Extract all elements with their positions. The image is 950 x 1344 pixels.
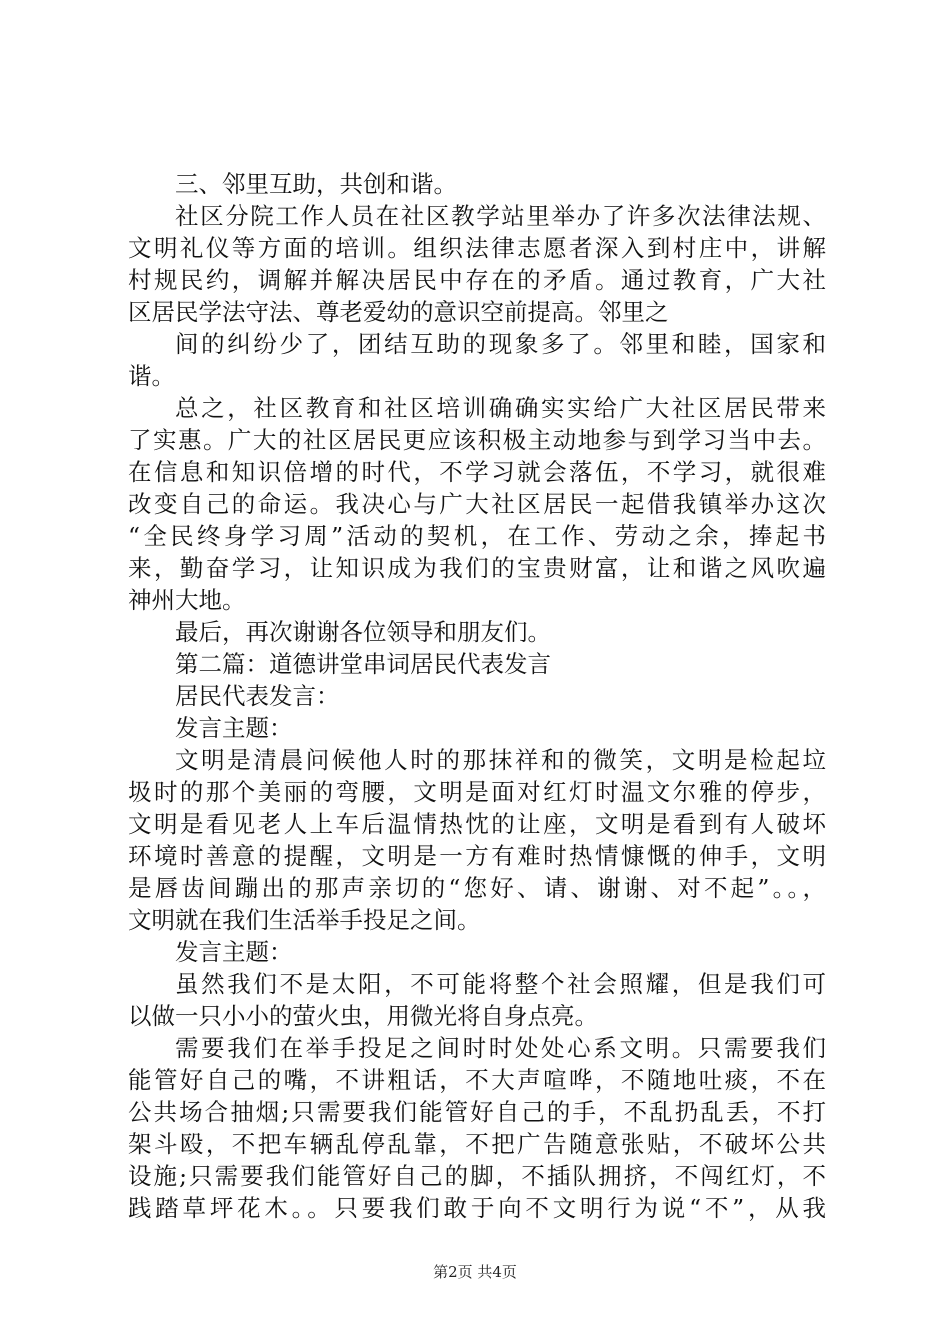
text-line: 改变自己的命运。我决心与广大社区居民一起借我镇举办这次 xyxy=(128,490,826,518)
text-line: 是唇齿间蹦出的那声亲切的“您好、请、谢谢、对不起”。。， xyxy=(128,874,826,902)
text-line: 最后，再次谢谢各位领导和朋友们。 xyxy=(175,618,551,646)
chapter-heading: 第二篇：道德讲堂串词居民代表发言 xyxy=(175,650,551,678)
text-line: 设施;只需要我们能管好自己的脚，不插队拥挤，不闯红灯，不 xyxy=(128,1162,826,1190)
text-line: 区居民学法守法、尊老爱幼的意识空前提高。邻里之 xyxy=(128,298,669,326)
text-line: 村规民约，调解并解决居民中存在的矛盾。通过教育，广大社 xyxy=(128,266,826,294)
text-line: 公共场合抽烟;只需要我们能管好自己的手，不乱扔乱丢，不打 xyxy=(128,1098,826,1126)
text-line: 以做一只小小的萤火虫，用微光将自身点亮。 xyxy=(128,1002,598,1030)
text-line: 文明就在我们生活举手投足之间。 xyxy=(128,906,481,934)
text-line: 发言主题： xyxy=(175,714,293,742)
text-line: “全民终身学习周”活动的契机，在工作、劳动之余，捧起书 xyxy=(128,522,826,550)
text-line: 虽然我们不是太阳，不可能将整个社会照耀，但是我们可 xyxy=(175,970,826,998)
text-line: 需要我们在举手投足之间时时处处心系文明。只需要我们 xyxy=(175,1034,826,1062)
text-line: 环境时善意的提醒，文明是一方有难时热情慷慨的伸手，文明 xyxy=(128,842,826,870)
page-number-footer: 第2页 共4页 xyxy=(433,1263,517,1281)
text-line: 圾时的那个美丽的弯腰，文明是面对红灯时温文尔雅的停步， xyxy=(128,778,826,806)
text-line: 能管好自己的嘴，不讲粗话，不大声喧哗，不随地吐痰，不在 xyxy=(128,1066,826,1094)
text-line: 谐。 xyxy=(128,362,175,390)
text-line: 了实惠。广大的社区居民更应该积极主动地参与到学习当中去。 xyxy=(128,426,826,454)
text-line: 居民代表发言： xyxy=(175,682,340,710)
text-line: 文明是看见老人上车后温情热忱的让座，文明是看到有人破坏 xyxy=(128,810,826,838)
text-line: 社区分院工作人员在社区教学站里举办了许多次法律法规、 xyxy=(175,202,826,230)
text-line: 在信息和知识倍增的时代，不学习就会落伍，不学习，就很难 xyxy=(128,458,826,486)
text-line: 文明礼仪等方面的培训。组织法律志愿者深入到村庄中，讲解 xyxy=(128,234,826,262)
document-body xyxy=(128,168,826,1224)
text-line: 架斗殴，不把车辆乱停乱靠，不把广告随意张贴，不破坏公共 xyxy=(128,1130,826,1158)
text-line: 践踏草坪花木。。只要我们敢于向不文明行为说“不”，从我 xyxy=(128,1194,826,1222)
text-line: 发言主题： xyxy=(175,938,293,966)
section-heading: 三、邻里互助，共创和谐。 xyxy=(175,170,457,198)
text-line: 总之，社区教育和社区培训确确实实给广大社区居民带来 xyxy=(175,394,826,422)
text-line: 来，勤奋学习，让知识成为我们的宝贵财富，让和谐之风吹遍 xyxy=(128,554,826,582)
text-line: 间的纠纷少了，团结互助的现象多了。邻里和睦，国家和 xyxy=(175,330,826,358)
text-line: 文明是清晨问候他人时的那抹祥和的微笑，文明是检起垃 xyxy=(175,746,826,774)
text-line: 神州大地。 xyxy=(128,586,246,614)
